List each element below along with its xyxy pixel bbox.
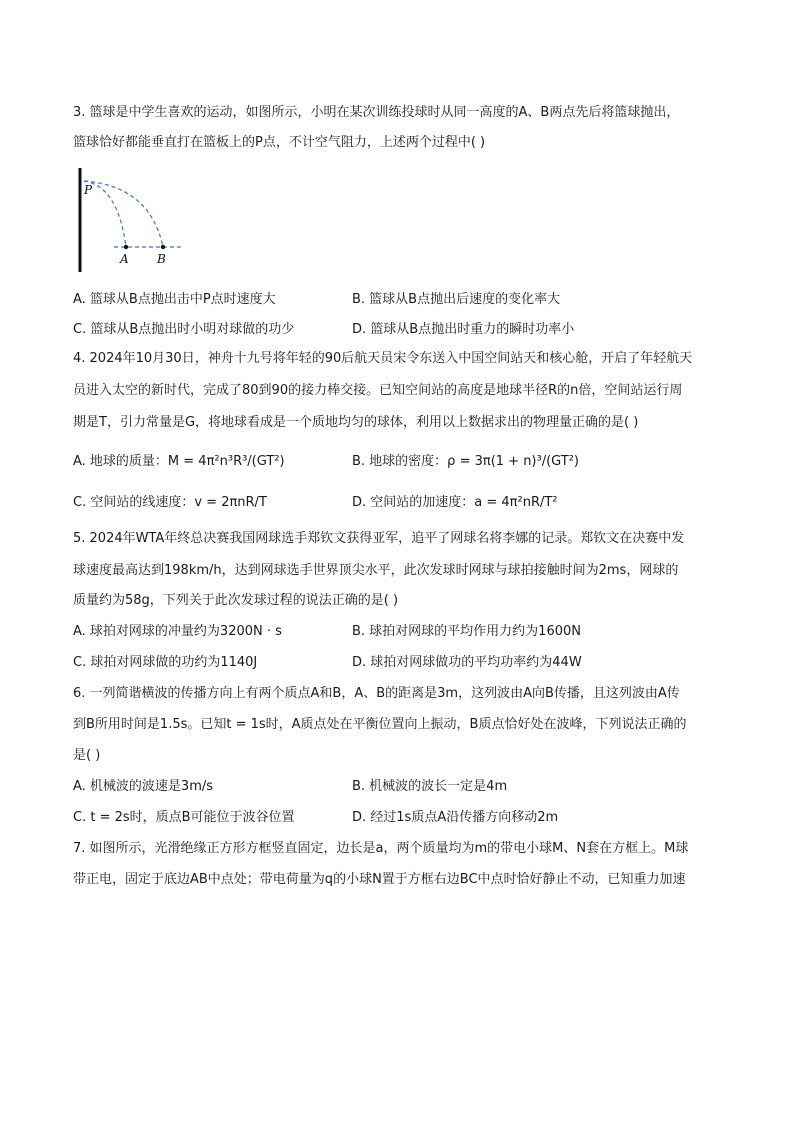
q5-stem-line-1: 5. 2024年WTA年终总决赛我国网球选手郑钦文获得亚军，追平了网球名将李娜的记录。郑钦文在决赛中发 [73, 531, 685, 546]
q7-stem-line-1: 7. 如图所示，光滑绝缘正方形方框竖直固定，边长是a，两个质量均为m的带电小球M、N套在方框上。M球 [73, 841, 689, 856]
label-a: A [120, 252, 129, 266]
q3-stem-line-1: 3. 篮球是中学生喜欢的运动，如图所示，小明在某次训练投球时从同一高度的A、B两点先后将篮球抛出， [73, 105, 680, 120]
q6-option-d: D. 经过1s质点A沿传播方向移动2m [352, 810, 559, 825]
q6-stem-line-2: 到B所用时间是1.5s。已知t = 1s时，A质点处在平衡位置向上振动，B质点恰好处在波峰，下列说法正确的 [73, 717, 687, 732]
basketball-trajectory-figure [68, 166, 188, 278]
q3-stem-line-2: 篮球恰好都能垂直打在篮板上的P点，不计空气阻力，上述两个过程中( ) [73, 135, 486, 150]
q6-option-b: B. 机械波的波长一定是4m [352, 779, 508, 794]
q6-option-a: A. 机械波的波速是3m/s [73, 779, 214, 794]
q4-stem-line-3: 期是T，引力常量是G，将地球看成是一个质地均匀的球体，利用以上数据求出的物理量正确的是( ) [73, 415, 639, 430]
q4-option-b: B. 地球的密度：ρ = 3π(1 + n)³/(GT²) [352, 454, 579, 469]
q7-stem-line-2: 带正电，固定于底边AB中点处；带电荷量为q的小球N置于方框右边BC中点时恰好静止不动，已知重力加速 [73, 872, 686, 887]
q4-option-d: D. 空间站的加速度：a = 4π²nR/T² [352, 495, 558, 510]
q4-stem-line-2: 员进入太空的新时代，完成了80到90的接力棒交接。已知空间站的高度是地球半径R的n倍，空间站运行周 [73, 383, 683, 398]
q3-option-c: C. 篮球从B点抛出时小明对球做的功少 [73, 322, 295, 337]
q5-option-c: C. 球拍对网球做的功约为1140J [73, 655, 258, 670]
q4-option-a: A. 地球的质量：M = 4π²n³R³/(GT²) [73, 454, 285, 469]
q6-stem-line-3: 是( ) [73, 748, 101, 763]
q4-stem-line-1: 4. 2024年10月30日，神舟十九号将年轻的90后航天员宋令东送入中国空间站天和核心舱，开启了年轻航天 [73, 351, 693, 366]
label-b: B [157, 252, 166, 266]
q6-stem-line-1: 6. 一列简谐横波的传播方向上有两个质点A和B，A、B的距离是3m，这列波由A向B传播，且这列波由A传 [73, 686, 680, 701]
label-p: P [84, 183, 93, 197]
q5-option-a: A. 球拍对网球的冲量约为3200N · s [73, 624, 282, 639]
q3-option-a: A. 篮球从B点抛出击中P点时速度大 [73, 292, 276, 307]
q3-option-b: B. 篮球从B点抛出后速度的变化率大 [352, 292, 561, 307]
q3-option-d: D. 篮球从B点抛出时重力的瞬时功率小 [352, 322, 575, 337]
point-b [161, 245, 165, 249]
q5-stem-line-2: 球速度最高达到198km/h，达到网球选手世界顶尖水平，此次发球时网球与球拍接触时间为2ms，网球的 [73, 563, 679, 578]
point-a [124, 245, 128, 249]
q4-option-c: C. 空间站的线速度：v = 2πnR/T [73, 495, 267, 510]
q5-stem-line-3: 质量约为58g，下列关于此次发球过程的说法正确的是( ) [73, 593, 399, 608]
q6-option-c: C. t = 2s时，质点B可能位于波谷位置 [73, 810, 295, 825]
q5-option-b: B. 球拍对网球的平均作用力约为1600N [352, 624, 581, 639]
trajectory-from-b [84, 181, 163, 247]
q5-option-d: D. 球拍对网球做功的平均功率约为44W [352, 655, 582, 670]
